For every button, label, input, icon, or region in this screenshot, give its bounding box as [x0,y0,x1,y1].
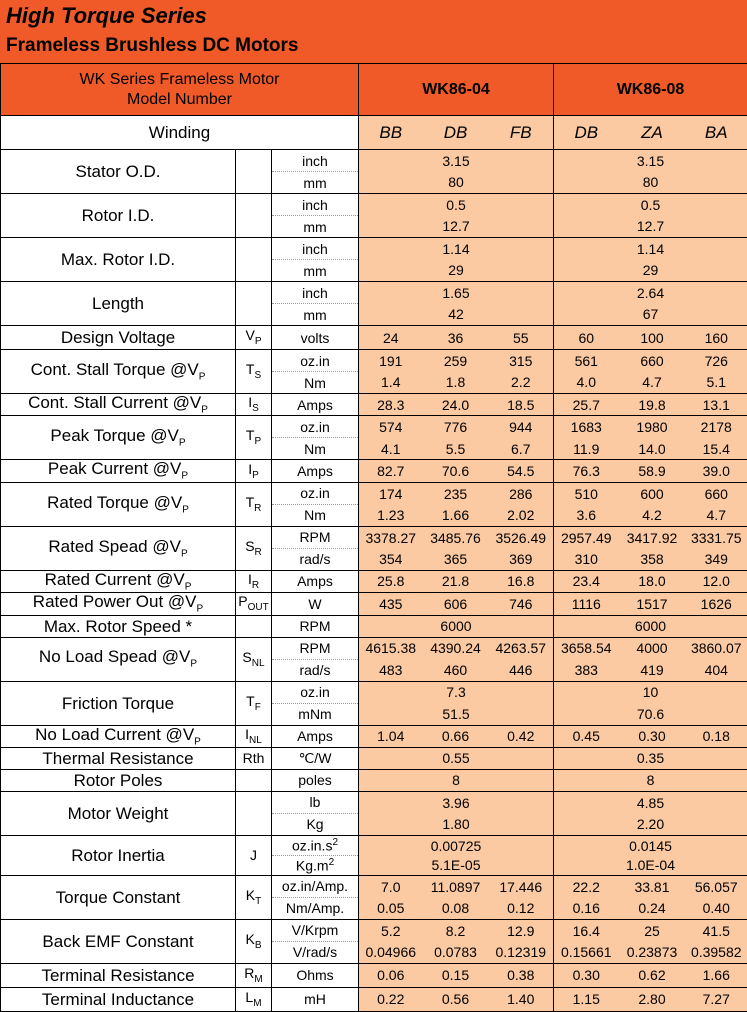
unit-cell: poles [272,769,359,791]
value-cell: 33.81 [619,875,686,897]
value-cell: 606 [423,593,489,615]
value-cell: 315 [489,350,554,372]
unit-cell: rad/s [272,548,359,570]
param-symbol: $V_P$ [236,326,272,350]
param-symbol [236,150,272,194]
value-cell: 0.45 [554,725,619,747]
value-cell: 4263.57 [489,637,554,659]
value-cell: 1.8 [423,372,489,394]
value-cell: 23.4 [554,570,619,592]
param-symbol: $L_M$ [236,987,272,1011]
value-cell: 0.55 [359,747,554,769]
value-cell: 419 [619,659,686,681]
value-cell: 0.18 [686,725,747,747]
param-symbol: $T_F$ [236,681,272,725]
value-cell: 0.22 [359,987,423,1011]
value-cell: 3.6 [554,504,619,526]
value-cell: 349 [686,548,747,570]
unit-cell: Amps [272,394,359,416]
value-cell: 80 [554,172,747,194]
value-cell: 18.0 [619,570,686,592]
value-cell: 1.65 [359,282,554,304]
param-label: Rated Torque $@V_P$ [1,482,236,526]
table-row [1,963,747,987]
value-cell: 4.7 [686,504,747,526]
param-symbol: $I_P$ [236,460,272,482]
table-row [1,394,747,416]
value-cell: 76.3 [554,460,619,482]
value-cell: 0.5 [554,194,747,216]
unit-cell: RPM [272,526,359,548]
value-cell: 3526.49 [489,526,554,548]
param-label: Cont. Stall Torque $@V_P$ [1,350,236,394]
value-cell: 460 [423,659,489,681]
param-symbol: $T_P$ [236,416,272,460]
param-label: Rotor I.D. [1,194,236,238]
value-cell: 1.04 [359,725,423,747]
table-row [1,194,747,216]
value-cell: 0.30 [554,963,619,987]
value-cell: 4.1 [359,438,423,460]
value-cell: 29 [554,260,747,282]
value-cell: 58.9 [619,460,686,482]
value-cell: 3.96 [359,791,554,813]
value-cell: 3417.92 [619,526,686,548]
param-label: Terminal Inductance [1,987,236,1011]
param-symbol: $I_R$ [236,570,272,592]
param-label: Rated Current $@V_P$ [1,570,236,592]
value-cell: 29 [359,260,554,282]
unit-cell: oz.in [272,681,359,703]
unit-cell: rad/s [272,659,359,681]
table-row [1,875,747,897]
value-cell: 12.9 [489,919,554,941]
value-cell: 21.8 [423,570,489,592]
param-label: No Load Spead $@V_P$ [1,637,236,681]
value-cell: 944 [489,416,554,438]
param-symbol: $I_S$ [236,394,272,416]
value-cell: 24.0 [423,394,489,416]
value-cell: 660 [619,350,686,372]
value-cell: 746 [489,593,554,615]
unit-cell: inch [272,194,359,216]
value-cell: 1.0E-04 [554,855,747,875]
value-cell: 2.20 [554,813,747,835]
value-cell: 16.4 [554,919,619,941]
value-cell: 446 [489,659,554,681]
value-cell: 12.7 [554,216,747,238]
table-row [1,350,747,372]
value-cell: 11.9 [554,438,619,460]
value-cell: 365 [423,548,489,570]
value-cell: 70.6 [554,703,747,725]
value-cell: 15.4 [686,438,747,460]
table-row [1,482,747,504]
table-row [1,416,747,438]
value-cell: 7.0 [359,875,423,897]
value-cell: 39.0 [686,460,747,482]
table-row [1,725,747,747]
winding-label: Winding [1,116,359,150]
param-symbol [236,238,272,282]
unit-cell: inch [272,238,359,260]
param-label: Rotor Poles [1,769,236,791]
value-cell: 0.0145 [554,835,747,855]
value-cell: 4.85 [554,791,747,813]
unit-cell: Kg [272,813,359,835]
table-row [1,150,747,172]
value-cell: 19.8 [619,394,686,416]
param-symbol: $K_T$ [236,875,272,919]
value-cell: 25 [619,919,686,941]
value-cell: 0.15 [423,963,489,987]
value-cell: 36 [423,326,489,350]
value-cell: 1.4 [359,372,423,394]
value-cell: 14.0 [619,438,686,460]
value-cell: 3658.54 [554,637,619,659]
value-cell: 510 [554,482,619,504]
series-title: High Torque Series [6,3,207,29]
value-cell: 5.1 [686,372,747,394]
winding-code: FB [489,116,554,150]
value-cell: 10 [554,681,747,703]
value-cell: 17.446 [489,875,554,897]
table-row [1,526,747,548]
value-cell: 0.38 [489,963,554,987]
param-symbol: J [236,835,272,875]
value-cell: 1.80 [359,813,554,835]
value-cell: 4.2 [619,504,686,526]
param-symbol: $T_R$ [236,482,272,526]
value-cell: 354 [359,548,423,570]
value-cell: 56.057 [686,875,747,897]
unit-cell: mH [272,987,359,1011]
value-cell: 435 [359,593,423,615]
spec-table [0,63,747,1012]
value-cell: 4.0 [554,372,619,394]
value-cell: 174 [359,482,423,504]
unit-cell: mm [272,304,359,326]
value-cell: 483 [359,659,423,681]
value-cell: 11.0897 [423,875,489,897]
value-cell: 2.2 [489,372,554,394]
value-cell: 2957.49 [554,526,619,548]
value-cell: 0.06 [359,963,423,987]
value-cell: 1116 [554,593,619,615]
param-label: Peak Torque $@V_P$ [1,416,236,460]
value-cell: 0.16 [554,897,619,919]
unit-cell: Amps [272,570,359,592]
table-row [1,681,747,703]
param-symbol: Rth [236,747,272,769]
param-symbol [236,194,272,238]
unit-cell: ℃/W [272,747,359,769]
value-cell: 13.1 [686,394,747,416]
value-cell: 28.3 [359,394,423,416]
param-symbol: $S_{NL}$ [236,637,272,681]
table-row [1,835,747,855]
table-row [1,769,747,791]
value-cell: 726 [686,350,747,372]
param-label: Peak Current $@V_P$ [1,460,236,482]
winding-code: DB [423,116,489,150]
value-cell: 82.7 [359,460,423,482]
table-row [1,637,747,659]
unit-cell: mm [272,172,359,194]
unit-cell: oz.in [272,416,359,438]
param-label: Max. Rotor I.D. [1,238,236,282]
value-cell: 8 [554,769,747,791]
value-cell: 5.2 [359,919,423,941]
value-cell: 0.56 [423,987,489,1011]
param-symbol: $S_R$ [236,526,272,570]
value-cell: 25.8 [359,570,423,592]
param-label: Friction Torque [1,681,236,725]
value-cell: 5.1E-05 [359,855,554,875]
param-label: Torque Constant [1,875,236,919]
unit-cell: oz.in [272,350,359,372]
value-cell: 51.5 [359,703,554,725]
model-number-header: WK Series Frameless Motor Model Number [1,64,359,116]
value-cell: 8.2 [423,919,489,941]
table-row [1,460,747,482]
unit-cell: RPM [272,637,359,659]
value-cell: 0.12 [489,897,554,919]
table-row [1,64,747,116]
value-cell: 7.3 [359,681,554,703]
page-header [0,0,747,63]
value-cell: 2.80 [619,987,686,1011]
value-cell: 0.62 [619,963,686,987]
param-symbol [236,282,272,326]
unit-cell: Nm [272,504,359,526]
table-row [1,747,747,769]
value-cell: 54.5 [489,460,554,482]
value-cell: 1517 [619,593,686,615]
param-label: Terminal Resistance [1,963,236,987]
value-cell: 404 [686,659,747,681]
value-cell: 3378.27 [359,526,423,548]
value-cell: 12.7 [359,216,554,238]
value-cell: 0.23873 [619,941,686,963]
value-cell: 3.15 [359,150,554,172]
value-cell: 259 [423,350,489,372]
value-cell: 6.7 [489,438,554,460]
value-cell: 3331.75 [686,526,747,548]
unit-cell: Amps [272,460,359,482]
param-label: Rated Spead $@V_P$ [1,526,236,570]
unit-cell: oz.in [272,482,359,504]
value-cell: 8 [359,769,554,791]
table-row [1,570,747,592]
value-cell: 1980 [619,416,686,438]
value-cell: 660 [686,482,747,504]
value-cell: 574 [359,416,423,438]
value-cell: 0.15661 [554,941,619,963]
value-cell: 1.40 [489,987,554,1011]
unit-cell: oz.in/Amp. [272,875,359,897]
value-cell: 1.14 [359,238,554,260]
value-cell: 25.7 [554,394,619,416]
value-cell: 67 [554,304,747,326]
value-cell: 12.0 [686,570,747,592]
value-cell: 4.7 [619,372,686,394]
value-cell: 0.00725 [359,835,554,855]
value-cell: 2.02 [489,504,554,526]
value-cell: 1.66 [423,504,489,526]
value-cell: 383 [554,659,619,681]
value-cell: 70.6 [423,460,489,482]
value-cell: 3860.07 [686,637,747,659]
param-symbol: $P_{OUT}$ [236,593,272,615]
value-cell: 100 [619,326,686,350]
param-symbol [236,615,272,637]
param-label: Thermal Resistance [1,747,236,769]
unit-cell: V/rad/s [272,941,359,963]
value-cell: 18.5 [489,394,554,416]
model-wk86-08: WK86-08 [554,64,747,116]
table-row [1,326,747,350]
param-symbol: $K_B$ [236,919,272,963]
param-label: Rotor Inertia [1,835,236,875]
unit-cell: inch [272,282,359,304]
value-cell: 0.30 [619,725,686,747]
value-cell: 0.24 [619,897,686,919]
unit-cell: V/Krpm [272,919,359,941]
value-cell: 0.42 [489,725,554,747]
value-cell: 0.12319 [489,941,554,963]
unit-cell: Amps [272,725,359,747]
value-cell: 0.66 [423,725,489,747]
value-cell: 5.5 [423,438,489,460]
value-cell: 0.08 [423,897,489,919]
param-label: Length [1,282,236,326]
value-cell: 0.05 [359,897,423,919]
value-cell: 55 [489,326,554,350]
value-cell: 561 [554,350,619,372]
value-cell: 80 [359,172,554,194]
value-cell: 235 [423,482,489,504]
table-row [1,615,747,637]
unit-cell: Nm/Amp. [272,897,359,919]
unit-cell: mNm [272,703,359,725]
unit-cell: Nm [272,372,359,394]
param-symbol [236,769,272,791]
value-cell: 24 [359,326,423,350]
value-cell: 3.15 [554,150,747,172]
table-row [1,238,747,260]
winding-code: ZA [619,116,686,150]
value-cell: 310 [554,548,619,570]
table-row [1,791,747,813]
param-label: Rated Power Out $@V_P$ [1,593,236,615]
value-cell: 4390.24 [423,637,489,659]
model-wk86-04: WK86-04 [359,64,554,116]
value-cell: 4615.38 [359,637,423,659]
table-row [1,116,747,150]
value-cell: 1.66 [686,963,747,987]
value-cell: 0.0783 [423,941,489,963]
value-cell: 42 [359,304,554,326]
param-label: Design Voltage [1,326,236,350]
value-cell: 6000 [554,615,747,637]
param-symbol: $R_M$ [236,963,272,987]
winding-code: BB [359,116,423,150]
value-cell: 4000 [619,637,686,659]
value-cell: 369 [489,548,554,570]
table-row [1,593,747,615]
value-cell: 0.40 [686,897,747,919]
value-cell: 0.39582 [686,941,747,963]
value-cell: 3485.76 [423,526,489,548]
value-cell: 191 [359,350,423,372]
value-cell: 2.64 [554,282,747,304]
value-cell: 60 [554,326,619,350]
table-row [1,282,747,304]
product-subtitle: Frameless Brushless DC Motors [6,35,358,57]
unit-cell: inch [272,150,359,172]
value-cell: 0.35 [554,747,747,769]
param-label: Cont. Stall Current $@V_P$ [1,394,236,416]
value-cell: 1683 [554,416,619,438]
value-cell: 1.15 [554,987,619,1011]
param-symbol: $T_S$ [236,350,272,394]
unit-cell: volts [272,326,359,350]
value-cell: 7.27 [686,987,747,1011]
unit-cell: Nm [272,438,359,460]
value-cell: 41.5 [686,919,747,941]
unit-cell: $oz.in.s^2$ [272,835,359,855]
unit-cell: mm [272,216,359,238]
value-cell: 1.23 [359,504,423,526]
unit-cell: W [272,593,359,615]
table-row [1,919,747,941]
value-cell: 1.14 [554,238,747,260]
value-cell: 600 [619,482,686,504]
param-label: Stator O.D. [1,150,236,194]
value-cell: 22.2 [554,875,619,897]
value-cell: 0.5 [359,194,554,216]
value-cell: 1626 [686,593,747,615]
param-symbol: $I_{NL}$ [236,725,272,747]
unit-cell: mm [272,260,359,282]
param-label: Max. Rotor Speed * [1,615,236,637]
value-cell: 286 [489,482,554,504]
winding-code: BA [686,116,747,150]
param-label: Back EMF Constant [1,919,236,963]
value-cell: 2178 [686,416,747,438]
value-cell: 0.04966 [359,941,423,963]
winding-code: DB [554,116,619,150]
param-label: No Load Current $@V_P$ [1,725,236,747]
value-cell: 776 [423,416,489,438]
value-cell: 6000 [359,615,554,637]
value-cell: 160 [686,326,747,350]
unit-cell: Ohms [272,963,359,987]
unit-cell: RPM [272,615,359,637]
value-cell: 358 [619,548,686,570]
param-label: Motor Weight [1,791,236,835]
value-cell: 16.8 [489,570,554,592]
unit-cell: lb [272,791,359,813]
param-symbol [236,791,272,835]
unit-cell: $Kg.m^2$ [272,855,359,875]
